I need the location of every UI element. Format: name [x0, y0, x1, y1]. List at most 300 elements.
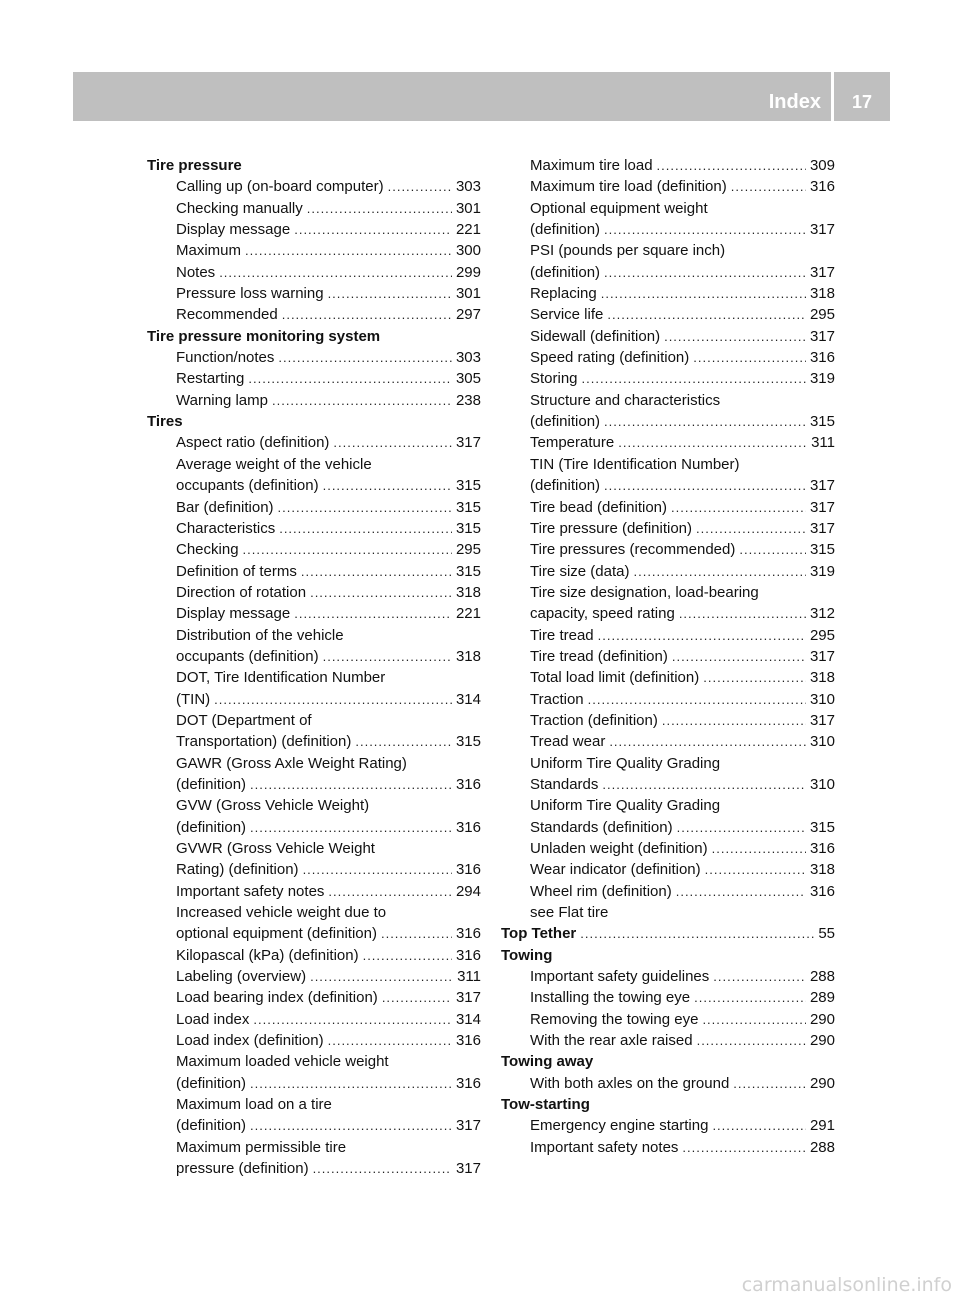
page-reference: 318: [455, 647, 481, 665]
dot-leader: [214, 689, 452, 710]
index-entry-line: [501, 240, 835, 261]
index-entry-line: [147, 1137, 481, 1158]
index-entry-text: Checking manually: [176, 199, 303, 217]
index-entry-line: [501, 753, 835, 774]
dot-leader: [618, 432, 807, 453]
index-entry: [501, 966, 835, 987]
page-reference: 315: [455, 562, 481, 580]
page-reference: 310: [809, 775, 835, 793]
dot-leader: [702, 1009, 806, 1030]
dot-leader: [294, 219, 452, 240]
index-entry: [501, 475, 835, 496]
index-entry-text: (definition): [176, 1117, 247, 1135]
dot-leader: [381, 923, 452, 944]
index-entry-text: Important safety guidelines: [530, 968, 710, 986]
index-entry: [147, 304, 481, 325]
index-entry: [501, 283, 835, 304]
index-entry: [147, 475, 481, 496]
index-entry-text: capacity, speed rating: [530, 605, 675, 623]
index-entry-text: Top Tether: [501, 925, 577, 943]
dot-leader: [705, 859, 806, 880]
page-reference: 290: [809, 1010, 835, 1028]
index-entry: [501, 1009, 835, 1030]
dot-leader: [703, 667, 806, 688]
page-reference: 317: [809, 263, 835, 281]
page-reference: 317: [809, 498, 835, 516]
dot-leader: [250, 817, 452, 838]
index-heading: [147, 326, 481, 347]
index-entry-line: [501, 902, 835, 923]
page-reference: 318: [809, 669, 835, 687]
dot-leader: [388, 176, 452, 197]
index-entry: [501, 731, 835, 752]
dot-leader: [250, 1073, 452, 1094]
dot-leader: [382, 987, 452, 1008]
index-entry-text: Wheel rim (definition): [530, 882, 672, 900]
index-heading: [147, 411, 481, 432]
index-entry-text: Maximum load on a tire: [176, 1096, 332, 1114]
page-reference: 318: [809, 285, 835, 303]
dot-leader: [601, 283, 806, 304]
index-entry: [147, 176, 481, 197]
index-entry-text: Function/notes: [176, 349, 275, 367]
index-entry-line: [147, 753, 481, 774]
dot-leader: [602, 774, 806, 795]
page-reference: 303: [455, 178, 481, 196]
index-entry-line: [147, 902, 481, 923]
index-entry: [147, 1030, 481, 1051]
index-heading-entry: [501, 923, 835, 944]
dot-leader: [282, 304, 452, 325]
index-entry: [501, 667, 835, 688]
page-reference: 317: [455, 1117, 481, 1135]
dot-leader: [323, 646, 452, 667]
index-column-right: [501, 155, 835, 1158]
index-entry-text: Maximum permissible tire: [176, 1138, 347, 1156]
index-entry-text: Increased vehicle weight due to: [176, 904, 387, 922]
index-entry-text: Distribution of the vehicle: [176, 626, 344, 644]
index-entry: [147, 432, 481, 453]
page-reference: 316: [455, 1032, 481, 1050]
index-entry: [501, 710, 835, 731]
index-entry-text: Emergency engine starting: [530, 1117, 709, 1135]
page-reference: 319: [809, 562, 835, 580]
index-entry-text: (definition): [176, 775, 247, 793]
page-reference: 295: [809, 306, 835, 324]
index-entry-text: Tire pressures (recommended): [530, 541, 736, 559]
page-reference: 316: [809, 349, 835, 367]
index-entry-text: (definition): [176, 1074, 247, 1092]
page-reference: 299: [455, 263, 481, 281]
index-entry-text: Maximum loaded vehicle weight: [176, 1053, 389, 1071]
dot-leader: [333, 432, 452, 453]
index-entry: [147, 1115, 481, 1136]
dot-leader: [662, 710, 806, 731]
index-column-left: [147, 155, 481, 1180]
page-reference: 317: [455, 989, 481, 1007]
index-entry-text: Traction: [530, 690, 584, 708]
index-entry: [147, 518, 481, 539]
page-reference: 295: [455, 541, 481, 559]
index-entry: [501, 219, 835, 240]
page-reference: 316: [455, 818, 481, 836]
index-entry: [147, 262, 481, 283]
dot-leader: [604, 219, 806, 240]
dot-leader: [278, 347, 452, 368]
index-entry-text: Maximum tire load: [530, 157, 653, 174]
index-entry-text: Tread wear: [530, 733, 606, 751]
page-reference: 221: [455, 605, 481, 623]
page-reference: 303: [455, 349, 481, 367]
index-entry-text: occupants (definition): [176, 647, 319, 665]
index-entry: [501, 155, 835, 176]
page-reference: 55: [818, 925, 835, 943]
dot-leader: [307, 198, 452, 219]
page-reference: 317: [809, 647, 835, 665]
index-heading-text: Tire pressure monitoring system: [147, 327, 381, 345]
page-header: [73, 72, 890, 121]
dot-leader: [604, 411, 806, 432]
index-entry: [501, 1115, 835, 1136]
index-entry-text: Pressure loss warning: [176, 285, 324, 303]
index-entry: [501, 262, 835, 283]
index-entry-text: pressure (definition): [176, 1160, 309, 1178]
index-entry-text: Tire tread (definition): [530, 647, 668, 665]
index-entry: [501, 646, 835, 667]
page-reference: 288: [809, 968, 835, 986]
index-entry: [147, 1009, 481, 1030]
index-entry-text: Temperature: [530, 434, 615, 452]
page-reference: 314: [455, 1010, 481, 1028]
dot-leader: [310, 582, 452, 603]
index-heading: [147, 155, 481, 176]
index-entry-line: [147, 710, 481, 731]
index-entry: [147, 539, 481, 560]
dot-leader: [633, 561, 805, 582]
index-entry-line: [501, 390, 835, 411]
index-entry-line: [147, 795, 481, 816]
index-entry: [501, 497, 835, 518]
dot-leader: [712, 1115, 806, 1136]
page-reference: 290: [809, 1074, 835, 1092]
page-reference: 315: [455, 477, 481, 495]
dot-leader: [694, 987, 806, 1008]
page-reference: 315: [455, 733, 481, 751]
dot-leader: [588, 689, 806, 710]
dot-leader: [682, 1137, 806, 1158]
index-entry-line: [147, 1051, 481, 1072]
page-reference: 315: [809, 818, 835, 836]
page-reference: 317: [809, 711, 835, 729]
dot-leader: [245, 240, 452, 261]
index-entry: [147, 390, 481, 411]
dot-leader: [604, 475, 806, 496]
index-entry: [501, 304, 835, 325]
index-entry-text: DOT, Tire Identification Number: [176, 669, 386, 687]
index-entry: [147, 689, 481, 710]
dot-leader: [677, 817, 806, 838]
index-entry-text: Definition of terms: [176, 562, 297, 580]
index-entry-line: [147, 625, 481, 646]
page-reference: 316: [455, 861, 481, 879]
dot-leader: [598, 625, 806, 646]
dot-leader: [733, 1073, 806, 1094]
page-reference: 315: [455, 498, 481, 516]
index-entry-text: Structure and characteristics: [530, 391, 721, 409]
index-entry: [147, 966, 481, 987]
watermark: carmanualsonline.info: [741, 1274, 952, 1296]
index-heading: [501, 1051, 835, 1072]
page-reference: 317: [455, 1160, 481, 1178]
index-entry-text: Bar (definition): [176, 498, 274, 516]
index-entry-text: Standards: [530, 775, 599, 793]
index-entry-text: Service life: [530, 306, 604, 324]
dot-leader: [363, 945, 452, 966]
page-reference: 317: [809, 327, 835, 345]
index-entry-line: [501, 454, 835, 475]
page-reference: 314: [455, 690, 481, 708]
dot-leader: [679, 603, 806, 624]
dot-leader: [250, 1115, 452, 1136]
index-entry-text: Checking: [176, 541, 239, 559]
dot-leader: [580, 923, 814, 944]
page-reference: 316: [809, 882, 835, 900]
index-entry-text: Maximum tire load (definition): [530, 178, 727, 196]
dot-leader: [328, 283, 452, 304]
index-entry: [501, 561, 835, 582]
index-entry: [501, 987, 835, 1008]
index-entry-text: Warning lamp: [176, 391, 268, 409]
index-entry-text: Maximum: [176, 242, 242, 260]
index-entry-text: With both axles on the ground: [530, 1074, 730, 1092]
page-reference: 290: [809, 1032, 835, 1050]
index-entry-text: Load index: [176, 1010, 250, 1028]
index-entry: [147, 731, 481, 752]
index-entry: [147, 240, 481, 261]
index-entry: [501, 625, 835, 646]
index-entry-text: Tire bead (definition): [530, 498, 668, 516]
index-entry-line: [501, 198, 835, 219]
page-reference: 310: [809, 733, 835, 751]
dot-leader: [731, 176, 806, 197]
index-entry: [501, 689, 835, 710]
page-reference: 289: [809, 989, 835, 1007]
index-entry-text: see Flat tire: [530, 904, 609, 922]
index-entry: [501, 603, 835, 624]
dot-leader: [328, 881, 452, 902]
dot-leader: [671, 497, 806, 518]
index-entry: [147, 987, 481, 1008]
index-entry-text: Installing the towing eye: [530, 989, 691, 1007]
dot-leader: [739, 539, 806, 560]
index-entry-line: [501, 795, 835, 816]
index-entry: [501, 368, 835, 389]
index-entry: [501, 176, 835, 197]
page-reference: 311: [811, 434, 835, 452]
index-entry-text: Display message: [176, 221, 291, 239]
index-entry-text: Restarting: [176, 370, 245, 388]
index-entry-text: Standards (definition): [530, 818, 673, 836]
dot-leader: [278, 497, 452, 518]
index-heading-text: Towing away: [501, 1053, 594, 1071]
page-number: 17: [851, 92, 873, 112]
index-entry-text: Tire size designation, load-bearing: [530, 583, 759, 601]
index-entry-text: Important safety notes: [530, 1138, 679, 1156]
index-entry-text: optional equipment (definition): [176, 925, 377, 943]
index-entry-text: Aspect ratio (definition): [176, 434, 330, 452]
page-reference: 317: [809, 519, 835, 537]
index-entry: [501, 859, 835, 880]
index-entry-text: Unladen weight (definition): [530, 840, 708, 857]
index-entry: [147, 561, 481, 582]
index-entry-text: Load bearing index (definition): [176, 989, 378, 1007]
page-reference: 238: [455, 391, 481, 409]
dot-leader: [219, 262, 452, 283]
page-reference: 316: [809, 178, 835, 196]
index-entry: [147, 198, 481, 219]
section-title: Index: [768, 91, 821, 113]
index-entry-text: Direction of rotation: [176, 583, 307, 601]
dot-leader: [250, 774, 452, 795]
page-reference: 301: [455, 199, 481, 217]
page-reference: 301: [455, 285, 481, 303]
index-entry: [147, 283, 481, 304]
index-entry: [501, 817, 835, 838]
index-heading-text: Tire pressure: [147, 157, 242, 174]
index-entry-line: [147, 1094, 481, 1115]
dot-leader: [243, 539, 452, 560]
index-entry-text: Wear indicator (definition): [530, 861, 701, 879]
index-entry-text: Transportation) (definition): [176, 733, 352, 751]
index-entry-text: Notes: [176, 263, 216, 281]
dot-leader: [672, 646, 806, 667]
dot-leader: [657, 155, 806, 176]
dot-leader: [313, 1158, 452, 1179]
index-entry: [501, 347, 835, 368]
index-entry-text: (definition): [176, 818, 247, 836]
index-heading-text: Tow-starting: [501, 1096, 590, 1114]
index-heading: [501, 1094, 835, 1115]
index-entry: [501, 774, 835, 795]
page-reference: 316: [455, 946, 481, 964]
index-entry: [147, 646, 481, 667]
index-entry-text: Load index (definition): [176, 1032, 324, 1050]
dot-leader: [697, 1030, 806, 1051]
index-entry-text: Calling up (on-board computer): [176, 178, 384, 196]
page-reference: 312: [809, 605, 835, 623]
dot-leader: [355, 731, 452, 752]
index-entry-text: PSI (pounds per square inch): [530, 242, 726, 260]
index-entry-line: [147, 838, 481, 859]
index-entry-text: Total load limit (definition): [530, 669, 700, 687]
index-entry: [147, 347, 481, 368]
page-reference: 311: [457, 968, 481, 986]
index-entry-text: Optional equipment weight: [530, 199, 708, 217]
page-reference: 316: [809, 840, 835, 857]
index-entry-text: Storing: [530, 370, 578, 388]
page-reference: 221: [455, 221, 481, 239]
dot-leader: [693, 347, 806, 368]
page-reference: 317: [455, 434, 481, 452]
dot-leader: [310, 966, 453, 987]
index-entry: [147, 497, 481, 518]
index-entry-text: Average weight of the vehicle: [176, 455, 372, 473]
page-reference: 317: [809, 477, 835, 495]
index-entry: [147, 219, 481, 240]
index-entry-text: Uniform Tire Quality Grading: [530, 797, 721, 815]
index-entry-text: (TIN): [176, 690, 211, 708]
page-reference: 315: [455, 519, 481, 537]
index-heading: [501, 945, 835, 966]
index-entry-text: Tire size (data): [530, 562, 630, 580]
dot-leader: [609, 731, 806, 752]
index-entry-text: Characteristics: [176, 519, 276, 537]
index-entry: [147, 368, 481, 389]
page-reference: 316: [455, 1074, 481, 1092]
dot-leader: [607, 304, 806, 325]
index-entry-text: GAWR (Gross Axle Weight Rating): [176, 754, 407, 772]
page-reference: 316: [455, 775, 481, 793]
index-entry-text: (definition): [530, 221, 601, 239]
dot-leader: [676, 881, 806, 902]
index-entry: [501, 1073, 835, 1094]
page-reference: 294: [455, 882, 481, 900]
index-entry: [501, 518, 835, 539]
index-entry: [501, 1137, 835, 1158]
index-entry-text: GVW (Gross Vehicle Weight): [176, 797, 370, 815]
index-entry-text: Removing the towing eye: [530, 1010, 699, 1028]
dot-leader: [279, 518, 452, 539]
dot-leader: [582, 368, 806, 389]
index-entry-text: Important safety notes: [176, 882, 325, 900]
index-entry-text: occupants (definition): [176, 477, 319, 495]
index-heading-text: Tires: [147, 413, 183, 431]
index-entry-text: With the rear axle raised: [530, 1032, 693, 1050]
dot-leader: [303, 859, 452, 880]
index-entry-text: TIN (Tire Identification Number): [530, 455, 740, 473]
dot-leader: [604, 262, 806, 283]
dot-leader: [301, 561, 452, 582]
page-reference: 318: [809, 861, 835, 879]
index-entry-text: (definition): [530, 413, 601, 431]
index-entry: [147, 859, 481, 880]
page-reference: 319: [809, 370, 835, 388]
dot-leader: [294, 603, 452, 624]
index-entry: [147, 881, 481, 902]
page-reference: 309: [809, 157, 835, 174]
dot-leader: [272, 390, 452, 411]
dot-leader: [253, 1009, 452, 1030]
index-entry-text: DOT (Department of: [176, 711, 312, 729]
index-entry-text: Sidewall (definition): [530, 327, 661, 345]
page-reference: 305: [455, 370, 481, 388]
index-entry-text: GVWR (Gross Vehicle Weight: [176, 840, 375, 857]
page-reference: 315: [809, 413, 835, 431]
index-entry: [501, 881, 835, 902]
index-entry-line: [147, 667, 481, 688]
dot-leader: [323, 475, 452, 496]
index-entry: [501, 838, 835, 859]
index-entry-line: [147, 454, 481, 475]
page-reference: 318: [455, 583, 481, 601]
index-entry-text: Display message: [176, 605, 291, 623]
page-reference: 317: [809, 221, 835, 239]
page-reference: 316: [455, 925, 481, 943]
index-entry-text: (definition): [530, 263, 601, 281]
index-entry: [147, 582, 481, 603]
index-entry-text: Rating) (definition): [176, 861, 299, 879]
index-entry: [501, 326, 835, 347]
